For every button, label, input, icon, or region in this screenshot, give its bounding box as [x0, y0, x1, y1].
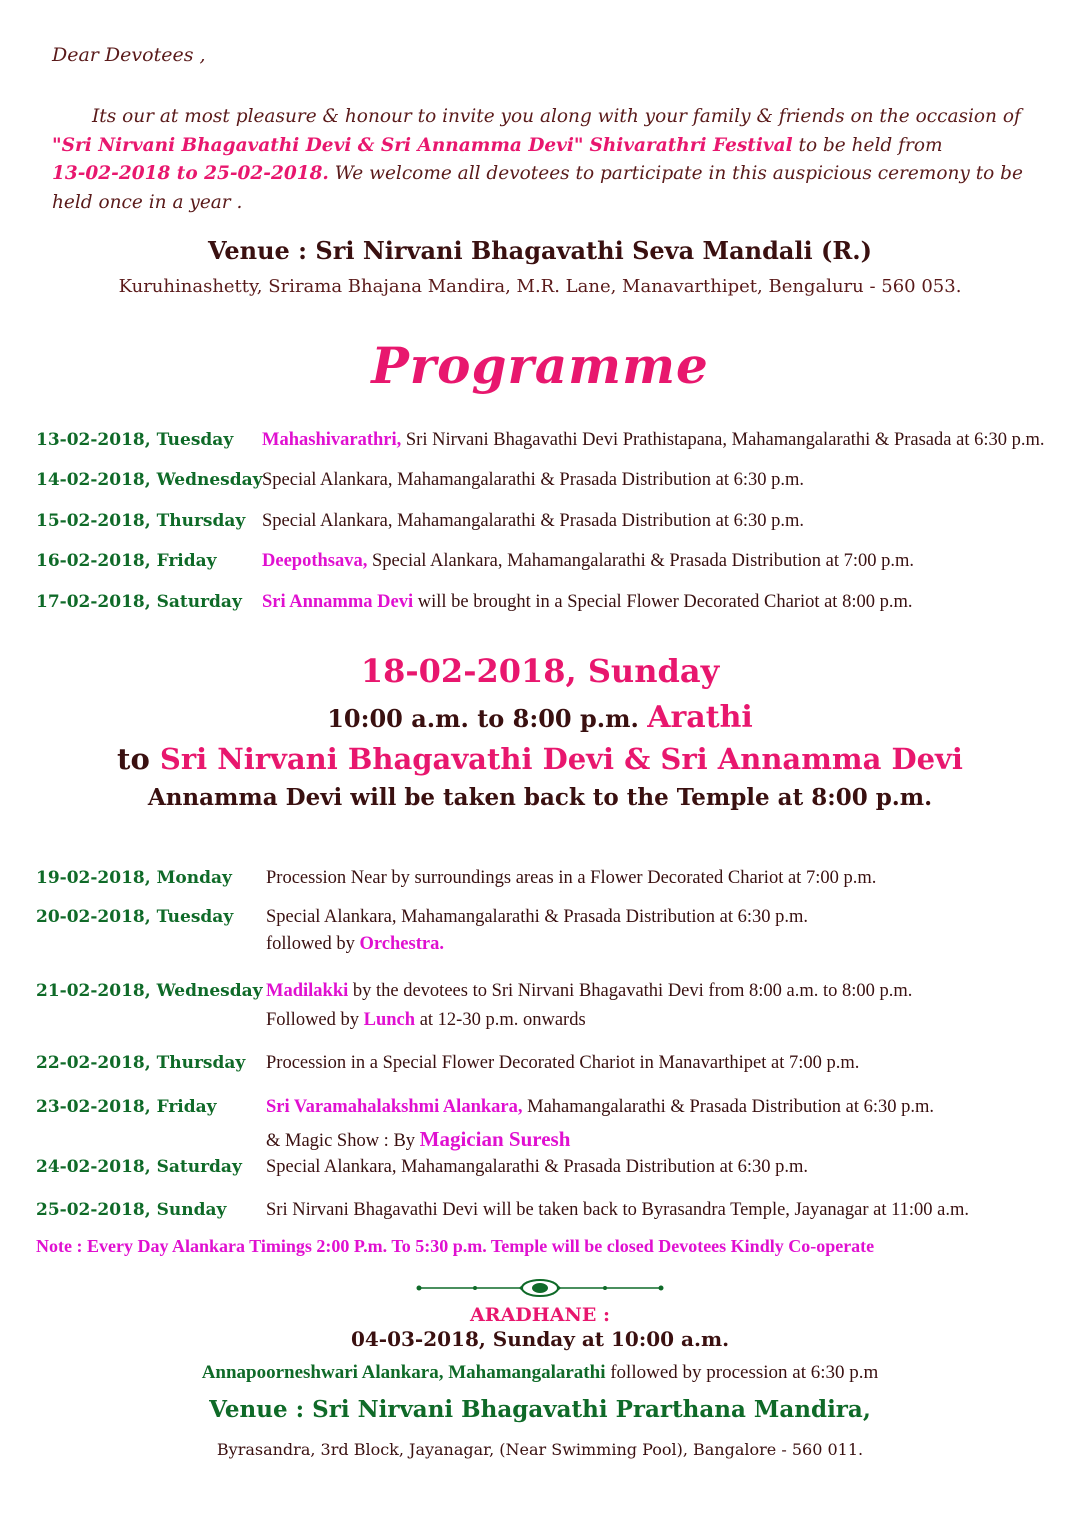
aradhane-date: 04-03-2018, Sunday at 10:00 a.m.	[350, 1327, 730, 1351]
schedule-date: 17-02-2018, Saturday	[36, 592, 242, 612]
schedule-date: 24-02-2018, Saturday	[36, 1157, 242, 1177]
schedule-date: 20-02-2018, Tuesday	[36, 907, 234, 927]
schedule-date: 23-02-2018, Friday	[36, 1097, 217, 1117]
arathi-label: Arathi	[647, 700, 753, 735]
schedule-desc-line2: & Magic Show : By Magician Suresh	[266, 1127, 571, 1151]
greeting: Dear Devotees ,	[52, 44, 206, 66]
schedule-desc: Sri Annamma Devi will be brought in a Special Flower Decorated Chariot at 8:00 p.m.	[262, 592, 913, 612]
aradhane-address: Byrasandra, 3rd Block, Jayanagar, (Near Swimming Pool), Bangalore - 560 011.	[216, 1440, 864, 1459]
welcome-text: We welcome all devotees to participate in this auspicious ceremony to be held once in a year .	[52, 163, 1023, 213]
schedule-date: 21-02-2018, Wednesday	[36, 981, 263, 1001]
schedule-date: 22-02-2018, Thursday	[36, 1053, 246, 1073]
sunday-deities: to Sri Nirvani Bhagavathi Devi & Sri Annamma Devi	[117, 742, 963, 776]
sunday-return: Annamma Devi will be taken back to the Temple at 8:00 p.m.	[147, 784, 933, 811]
intro-paragraph	[52, 103, 1042, 217]
venue-address: Kuruhinashetty, Srirama Bhajana Mandira, M.R. Lane, Manavarthipet, Bengaluru - 560 053.	[118, 276, 962, 297]
schedule-desc-line2: Followed by Lunch at 12-30 p.m. onwards	[266, 1010, 586, 1030]
festival-name: "Sri Nirvani Bhagavathi Devi & Sri Annamma Devi"	[52, 134, 584, 156]
schedule-date: 14-02-2018, Wednesday	[36, 470, 263, 490]
schedule-desc: Sri Varamahalakshmi Alankara, Mahamangalarathi & Prasada Distribution at 6:30 p.m.	[266, 1097, 935, 1117]
ornament-divider-icon	[415, 1278, 665, 1298]
venue-title: Venue : Sri Nirvani Bhagavathi Seva Mandali (R.)	[207, 236, 873, 265]
schedule-date: 16-02-2018, Friday	[36, 551, 217, 571]
schedule-desc: Deepothsava, Special Alankara, Mahamangalarathi & Prasada Distribution at 7:00 p.m.	[262, 551, 914, 571]
schedule-desc: Special Alankara, Mahamangalarathi & Prasada Distribution at 6:30 p.m.	[266, 907, 809, 927]
sunday-date: 18-02-2018, Sunday	[360, 652, 720, 690]
festival-dates: 13-02-2018 to 25-02-2018.	[52, 163, 329, 184]
aradhane-title: ARADHANE :	[470, 1304, 610, 1326]
programme-title: Programme	[371, 336, 709, 395]
schedule-date: 19-02-2018, Monday	[36, 868, 232, 888]
sunday-time: 10:00 a.m. to 8:00 p.m. Arathi	[327, 700, 753, 735]
timing-note: Note : Every Day Alankara Timings 2:00 P.m. To 5:30 p.m. Temple will be closed Devotees Kindly Co-operate	[36, 1236, 875, 1256]
aradhane-desc: Annapoorneshwari Alankara, Mahamangalarathi followed by procession at 6:30 p.m	[201, 1362, 879, 1383]
schedule-date: 13-02-2018, Tuesday	[36, 430, 234, 450]
aradhane-venue: Venue : Sri Nirvani Bhagavathi Prarthana Mandira,	[209, 1396, 871, 1423]
schedule-date: 25-02-2018, Sunday	[36, 1200, 227, 1220]
intro-line1: Its our at most pleasure & honour to invite you along with your family & friends on the occasion of	[92, 106, 1021, 127]
schedule-desc: Madilakki by the devotees to Sri Nirvani Bhagavathi Devi from 8:00 a.m. to 8:00 p.m.	[266, 981, 913, 1001]
schedule-desc: Procession Near by surroundings areas in a Flower Decorated Chariot at 7:00 p.m.	[266, 868, 877, 888]
schedule-desc: Special Alankara, Mahamangalarathi & Prasada Distribution at 6:30 p.m.	[266, 1157, 809, 1177]
schedule-desc: Special Alankara, Mahamangalarathi & Prasada Distribution at 6:30 p.m.	[262, 470, 805, 490]
held-from: to be held from	[798, 134, 943, 156]
schedule-date: 15-02-2018, Thursday	[36, 511, 246, 531]
schedule-desc: Procession in a Special Flower Decorated Chariot in Manavarthipet at 7:00 p.m.	[266, 1053, 860, 1073]
schedule-desc: Mahashivarathri, Sri Nirvani Bhagavathi Devi Prathistapana, Mahamangalarathi & Prasada at 6:30 p.m.	[262, 430, 1045, 450]
festival-type: Shivarathri Festival	[589, 134, 793, 156]
schedule-desc: Sri Nirvani Bhagavathi Devi will be taken back to Byrasandra Temple, Jayanagar at 11:00 a.m.	[266, 1200, 970, 1220]
schedule-desc-line2: followed by Orchestra.	[266, 934, 444, 954]
schedule-desc: Special Alankara, Mahamangalarathi & Prasada Distribution at 6:30 p.m.	[262, 511, 805, 531]
